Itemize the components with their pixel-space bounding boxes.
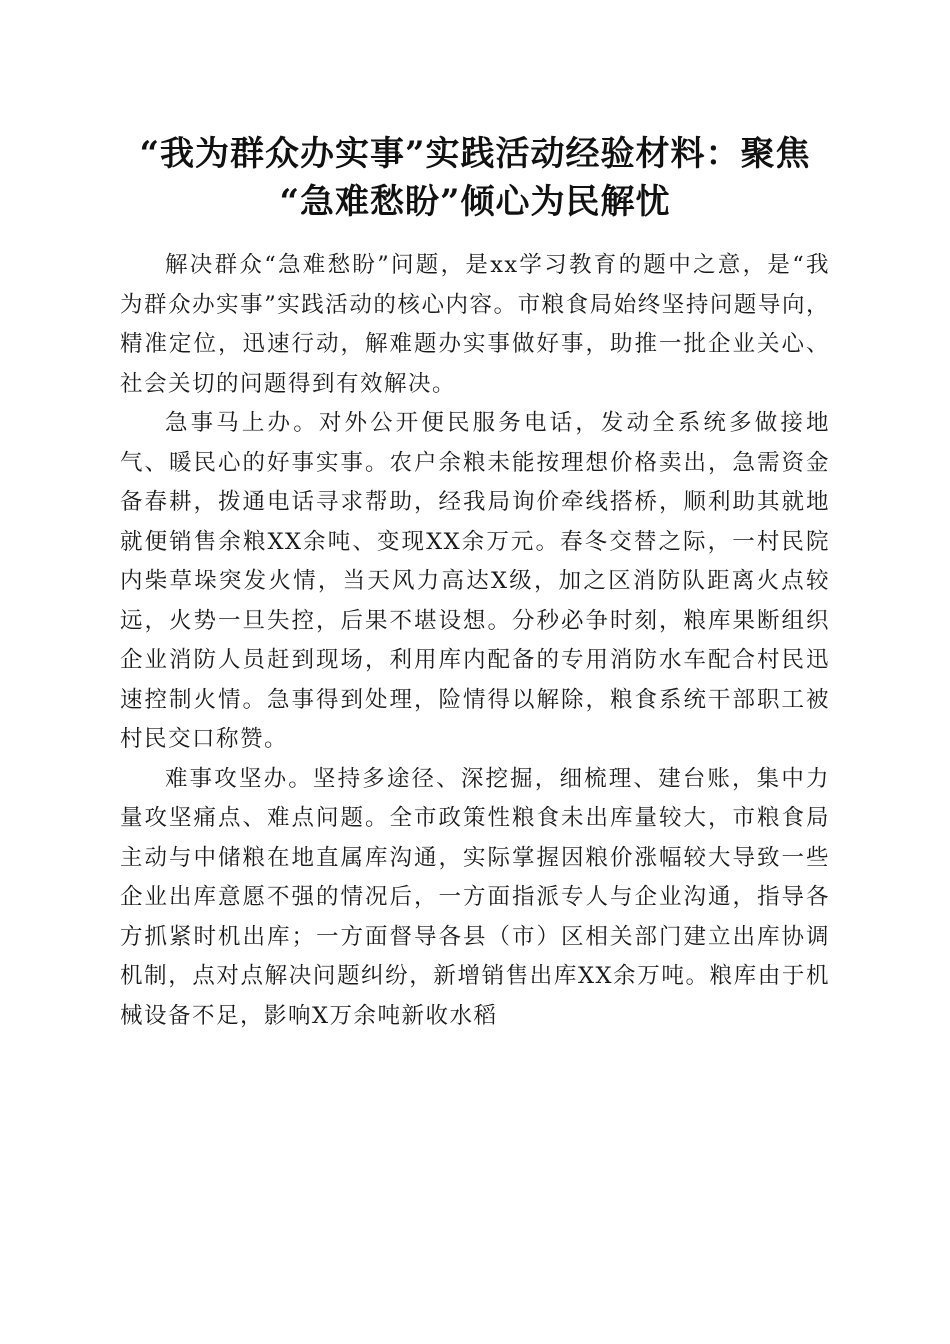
document-title [100,130,850,226]
paragraph-difficult-matters: 难事攻坚办。坚持多途径、深挖掘，细梳理、建台账，集中力量攻坚痛点、难点问题。全市政策性粮食未出库量较大，市粮食局主动与中储粮在地直属库沟通，实际掌握因粮价涨幅较大导致一些企业出库意愿不强的情况后，一方面指派专人与企业沟通，指导各方抓紧时机出库；一方面督导各县（市）区相关部门建立出库协调机制，点对点解决问题纠纷，新增销售出库XX余万吨。粮库由于机械设备不足，影响X万余吨新收水稻 [120,765,830,1029]
title-line-1: “我为群众办实事”实践活动经验材料：聚焦 [139,134,811,174]
paragraph-urgent-matters: 急事马上办。对外公开便民服务电话，发动全系统多做接地气、暖民心的好事实事。农户余粮未能按理想价格卖出，急需资金备春耕，拨通电话寻求帮助，经我局询价牵线搭桥，顺利助其就地就便销售余粮XX余吨、变现XX余万元。春冬交替之际，一村民院内柴草垛突发火情，当天风力高达X级，加之区消防队距离火点较远，火势一旦失控，后果不堪设想。分秒必争时刻，粮库果断组织企业消防人员赶到现场，利用库内配备的专用消防水车配合村民迅速控制火情。急事得到处理，险情得以解除，粮食系统干部职工被村民交口称赞。 [120,410,830,752]
paragraph-intro: 解决群众“急难愁盼”问题，是xx学习教育的题中之意，是“我为群众办实事”实践活动的核心内容。市粮食局始终坚持问题导向，精准定位，迅速行动，解难题办实事做好事，助推一批企业关心、社会关切的问题得到有效解决。 [120,252,830,397]
document-body [120,246,830,1036]
title-line-2: “急难愁盼”倾心为民解忧 [279,182,671,222]
